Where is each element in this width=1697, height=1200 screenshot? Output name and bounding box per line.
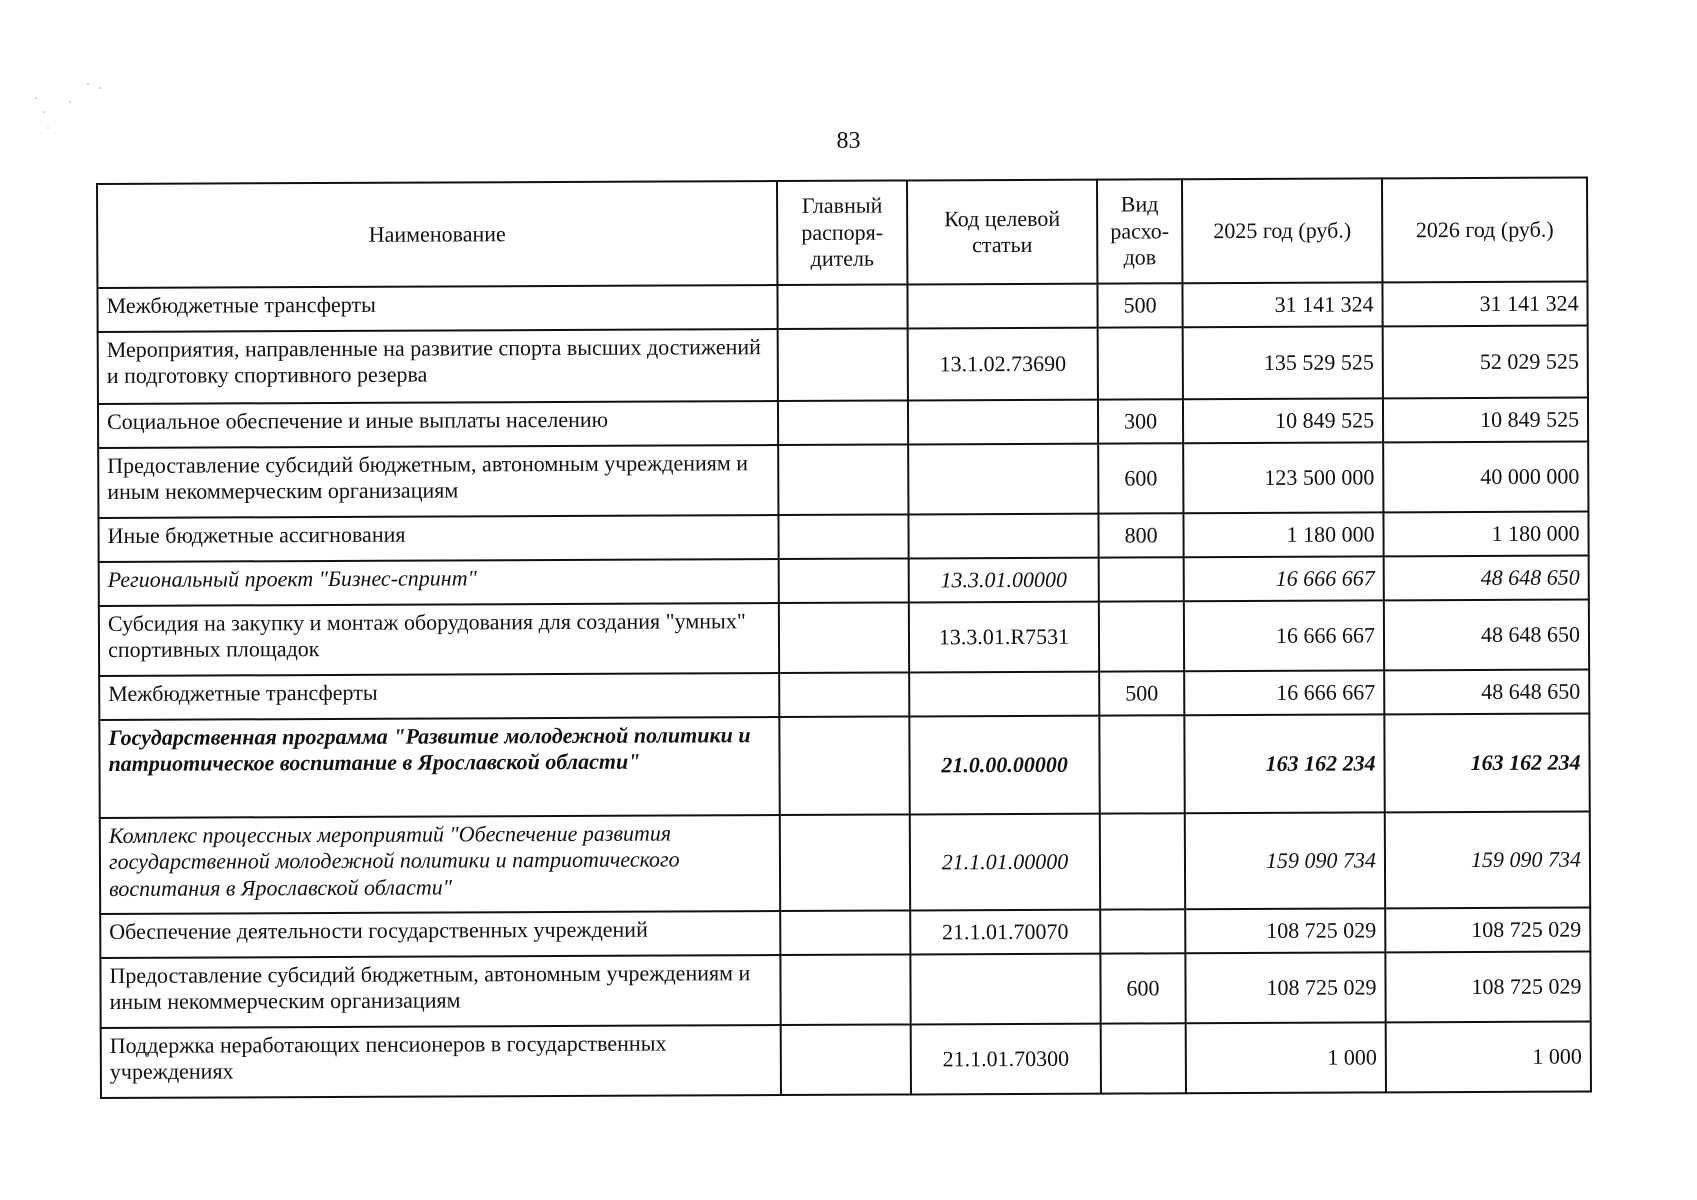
table-body [97, 281, 1591, 1097]
header-code: Код целевой статьи [907, 180, 1097, 285]
row-code-cell [907, 284, 1097, 329]
table-row [98, 325, 1588, 404]
page-number: 83 [836, 128, 861, 154]
table-row [99, 599, 1589, 676]
row-name-cell: Иные бюджетные ассигнования [98, 515, 778, 562]
row-type-cell: 600 [1098, 443, 1183, 513]
header-type: Вид расхо-дов [1097, 179, 1182, 283]
row-2025-cell: 1 180 000 [1183, 512, 1383, 557]
row-2025-cell: 108 725 029 [1185, 908, 1385, 953]
row-2025-cell: 16 666 667 [1184, 670, 1384, 715]
row-manager-cell [781, 1024, 911, 1095]
row-code-cell [910, 954, 1100, 1025]
row-type-cell [1098, 327, 1183, 399]
row-2025-cell: 135 529 525 [1183, 326, 1383, 399]
row-2025-cell: 163 162 234 [1184, 714, 1384, 813]
row-2026-cell: 40 000 000 [1383, 441, 1588, 512]
row-2026-cell: 1 180 000 [1383, 511, 1588, 556]
row-name-cell: Предоставление субсидий бюджетным, автономным учреждениям и иным некоммерческим организациям [100, 955, 780, 1028]
row-manager-cell [777, 284, 907, 329]
table-row [97, 281, 1587, 332]
row-name-cell: Социальное обеспечение и иные выплаты населению [98, 401, 778, 448]
row-2026-cell: 108 725 029 [1385, 907, 1590, 952]
table-row [99, 713, 1589, 818]
row-name-cell: Поддержка неработающих пенсионеров в государственных учреждениях [101, 1025, 781, 1098]
row-2026-cell: 48 648 650 [1384, 669, 1589, 714]
row-2025-cell: 108 725 029 [1185, 952, 1385, 1023]
row-2025-cell: 10 849 525 [1183, 398, 1383, 443]
row-manager-cell [778, 514, 908, 559]
table-row [101, 1021, 1591, 1098]
row-code-cell: 13.3.01.R7531 [909, 602, 1099, 673]
table-row [99, 555, 1589, 606]
row-name-cell: Субсидия на закупку и монтаж оборудования для создания "умных" спортивных площадок [99, 603, 779, 676]
row-type-cell: 600 [1100, 953, 1185, 1023]
row-2025-cell: 123 500 000 [1183, 442, 1383, 513]
row-2026-cell: 159 090 734 [1385, 811, 1590, 908]
row-code-cell [908, 444, 1098, 515]
row-code-cell: 21.0.00.00000 [909, 716, 1099, 815]
row-manager-cell [778, 400, 908, 445]
header-2026: 2026 год (руб.) [1382, 177, 1587, 282]
row-code-cell: 13.1.02.73690 [908, 328, 1098, 401]
table-row [100, 907, 1590, 958]
table-row [98, 441, 1588, 518]
row-manager-cell [779, 602, 909, 673]
row-name-cell: Межбюджетные трансферты [97, 285, 777, 332]
row-type-cell [1099, 601, 1184, 671]
row-manager-cell [780, 910, 910, 955]
row-code-cell [908, 514, 1098, 559]
row-manager-cell [778, 444, 908, 515]
row-manager-cell [779, 672, 909, 717]
row-name-cell: Предоставление субсидий бюджетным, автономным учреждениям и иным некоммерческим организациям [98, 445, 778, 518]
table-header-row [97, 177, 1587, 288]
row-code-cell [909, 672, 1099, 717]
row-name-cell: Государственная программа "Развитие молодежной политики и патриотическое воспитание в Ярославской области" [99, 717, 779, 818]
row-code-cell: 21.1.01.70300 [911, 1024, 1101, 1095]
row-manager-cell [778, 328, 908, 401]
row-2025-cell: 1 000 [1186, 1022, 1386, 1093]
row-2026-cell: 108 725 029 [1385, 951, 1590, 1022]
row-name-cell: Обеспечение деятельности государственных учреждений [100, 911, 780, 958]
row-type-cell: 300 [1098, 399, 1183, 443]
row-manager-cell [779, 716, 909, 815]
table-row [100, 951, 1590, 1028]
row-type-cell: 500 [1097, 283, 1182, 327]
row-name-cell: Мероприятия, направленные на развитие спорта высших достижений и подготовку спортивного резерва [98, 329, 778, 404]
row-2026-cell: 1 000 [1386, 1021, 1591, 1092]
row-type-cell [1099, 715, 1184, 813]
row-2025-cell: 31 141 324 [1182, 282, 1382, 327]
table-row [98, 511, 1588, 562]
row-manager-cell [779, 558, 909, 603]
row-2026-cell: 163 162 234 [1384, 713, 1589, 812]
table-row [99, 669, 1589, 720]
header-2025: 2025 год (руб.) [1182, 178, 1382, 283]
header-name: Наименование [97, 181, 777, 288]
table-row [98, 397, 1588, 448]
row-code-cell: 13.3.01.00000 [909, 558, 1099, 603]
row-2025-cell: 159 090 734 [1185, 812, 1385, 909]
row-manager-cell [780, 814, 910, 911]
row-name-cell: Межбюджетные трансферты [99, 673, 779, 720]
row-type-cell [1100, 909, 1185, 953]
row-2026-cell: 48 648 650 [1384, 599, 1589, 670]
row-2026-cell: 48 648 650 [1384, 555, 1589, 600]
row-type-cell [1101, 1023, 1186, 1093]
row-type-cell [1099, 557, 1184, 601]
table-row [100, 811, 1590, 914]
budget-table [96, 176, 1592, 1099]
row-2026-cell: 31 141 324 [1382, 281, 1587, 326]
header-manager: Главный распоря-дитель [777, 180, 907, 285]
row-code-cell [908, 400, 1098, 445]
row-2025-cell: 16 666 667 [1184, 556, 1384, 601]
row-2025-cell: 16 666 667 [1184, 600, 1384, 671]
row-type-cell: 800 [1098, 513, 1183, 557]
row-2026-cell: 10 849 525 [1383, 397, 1588, 442]
row-type-cell: 500 [1099, 671, 1184, 715]
row-name-cell: Региональный проект "Бизнес-спринт" [99, 559, 779, 606]
row-code-cell: 21.1.01.00000 [910, 814, 1100, 911]
row-type-cell [1100, 813, 1185, 909]
row-manager-cell [780, 954, 910, 1025]
row-code-cell: 21.1.01.70070 [910, 910, 1100, 955]
row-2026-cell: 52 029 525 [1383, 325, 1588, 398]
row-name-cell: Комплекс процессных мероприятий "Обеспечение развития государственной молодежной политики и патриотического воспитания в Ярославской области" [100, 815, 780, 914]
